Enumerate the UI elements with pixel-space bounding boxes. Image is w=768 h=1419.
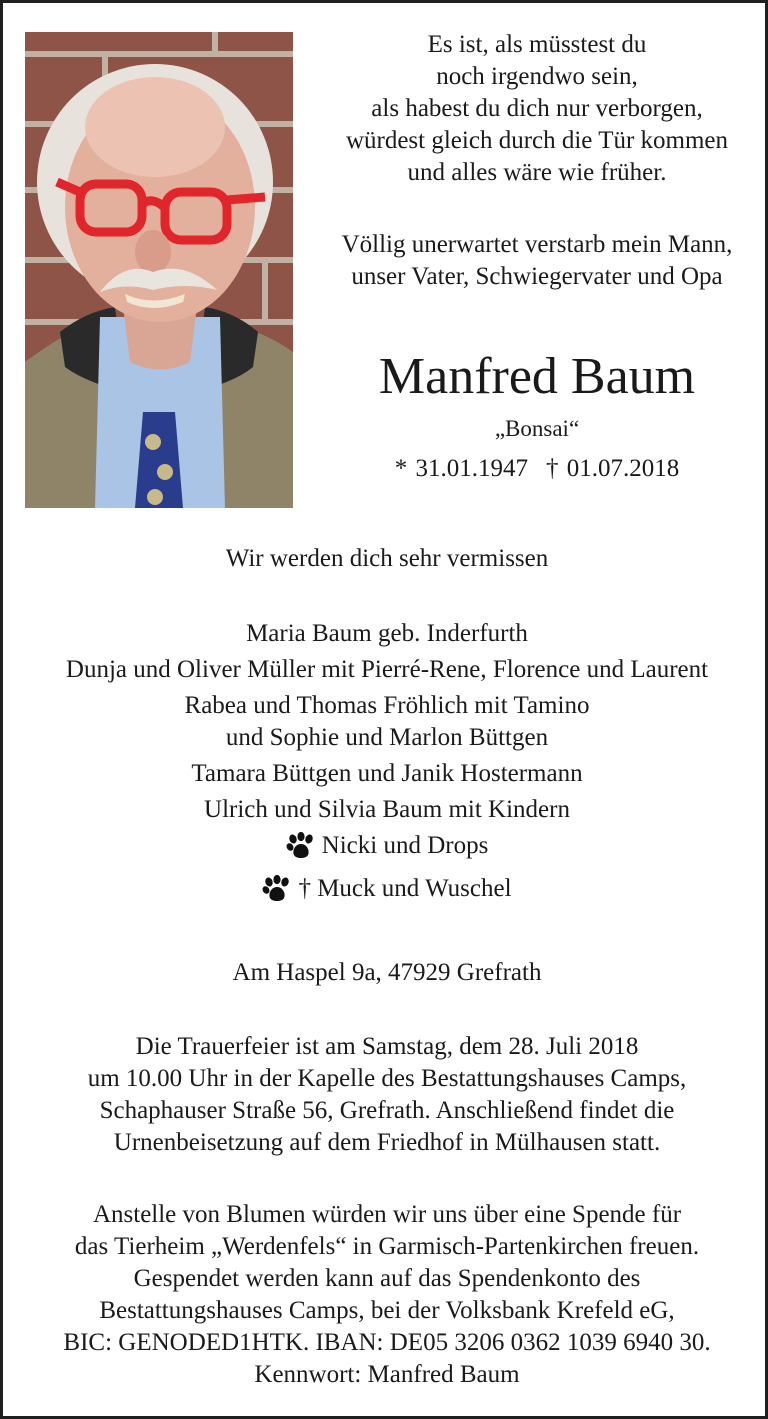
mourner-entry: Tamara Büttgen und Janik Hostermann [191,760,583,787]
mourner-entry: Dunja und Oliver Müller mit Pierré-Rene, Florence und Laurent [65,656,709,683]
mourner-line: und Sophie und Marlon Büttgen [225,724,549,751]
paw-icon [286,832,316,860]
death-date: † 01.07.2018 [546,455,680,482]
bank-details: BIC: GENODED1HTK. IBAN: DE05 3206 0362 1039 6940 30. [63,1329,711,1356]
mourner-entry: Ulrich und Silvia Baum mit Kindern [204,796,570,823]
announcement-line: unser Vater, Schwiegervater und Opa [351,263,723,290]
mourners-list [3,616,768,914]
death-announcement [303,229,768,293]
pet-entry [3,828,768,871]
life-dates [303,453,768,485]
donation-line: das Tierheim „Werdenfels“ in Garmisch-Partenkirchen freuen. [74,1233,700,1260]
paw-icon [262,875,292,903]
farewell-text: Wir werden dich sehr vermissen [225,545,549,572]
portrait-photo [25,32,293,508]
mourner-line: Rabea und Thomas Fröhlich mit Tamino [184,692,590,719]
poem-line: Es ist, als müsstest du [427,31,647,58]
deceased-nickname: „Bonsai“ [494,416,580,441]
donation-line: Anstelle von Blumen würden wir uns über eine Spende für [92,1201,682,1228]
mourner-entry: Maria Baum geb. Inderfurth [246,620,528,647]
funeral-ceremony-info [3,1031,768,1159]
ceremony-line: um 10.00 Uhr in der Kapelle des Bestattungshauses Camps, [87,1065,687,1092]
ceremony-line: Schaphauser Straße 56, Grefrath. Anschließend findet die [99,1097,675,1124]
poem-line: und alles wäre wie früher. [407,159,667,186]
ceremony-line: Die Trauerfeier ist am Samstag, dem 28. Juli 2018 [135,1033,639,1060]
donation-keyword: Kennwort: Manfred Baum [254,1361,520,1388]
address-text: Am Haspel 9a, 47929 Grefrath [232,959,542,986]
mourner-entry-multiline [3,690,768,754]
pet-names: Nicki und Drops [321,832,489,859]
birth-date: * 31.01.1947 [394,455,528,482]
family-address [3,957,768,989]
farewell-line [3,543,768,575]
poem-verse [303,29,768,189]
pet-names: † Muck und Wuschel [298,875,512,902]
poem-line: noch irgendwo sein, [436,63,638,90]
donation-info [3,1199,768,1391]
pet-entry [3,871,768,914]
deceased-name: Manfred Baum [378,348,696,405]
portrait-illustration [25,32,293,508]
ceremony-line: Urnenbeisetzung auf dem Friedhof in Mülhausen statt. [113,1129,661,1156]
poem-line: würdest gleich durch die Tür kommen [345,127,729,154]
announcement-line: Völlig unerwartet verstarb mein Mann, [341,231,733,258]
donation-line: Gespendet werden kann auf das Spendenkonto des [133,1265,641,1292]
poem-line: als habest du dich nur verborgen, [371,95,703,122]
donation-line: Bestattungshauses Camps, bei der Volksbank Krefeld eG, [99,1297,675,1324]
